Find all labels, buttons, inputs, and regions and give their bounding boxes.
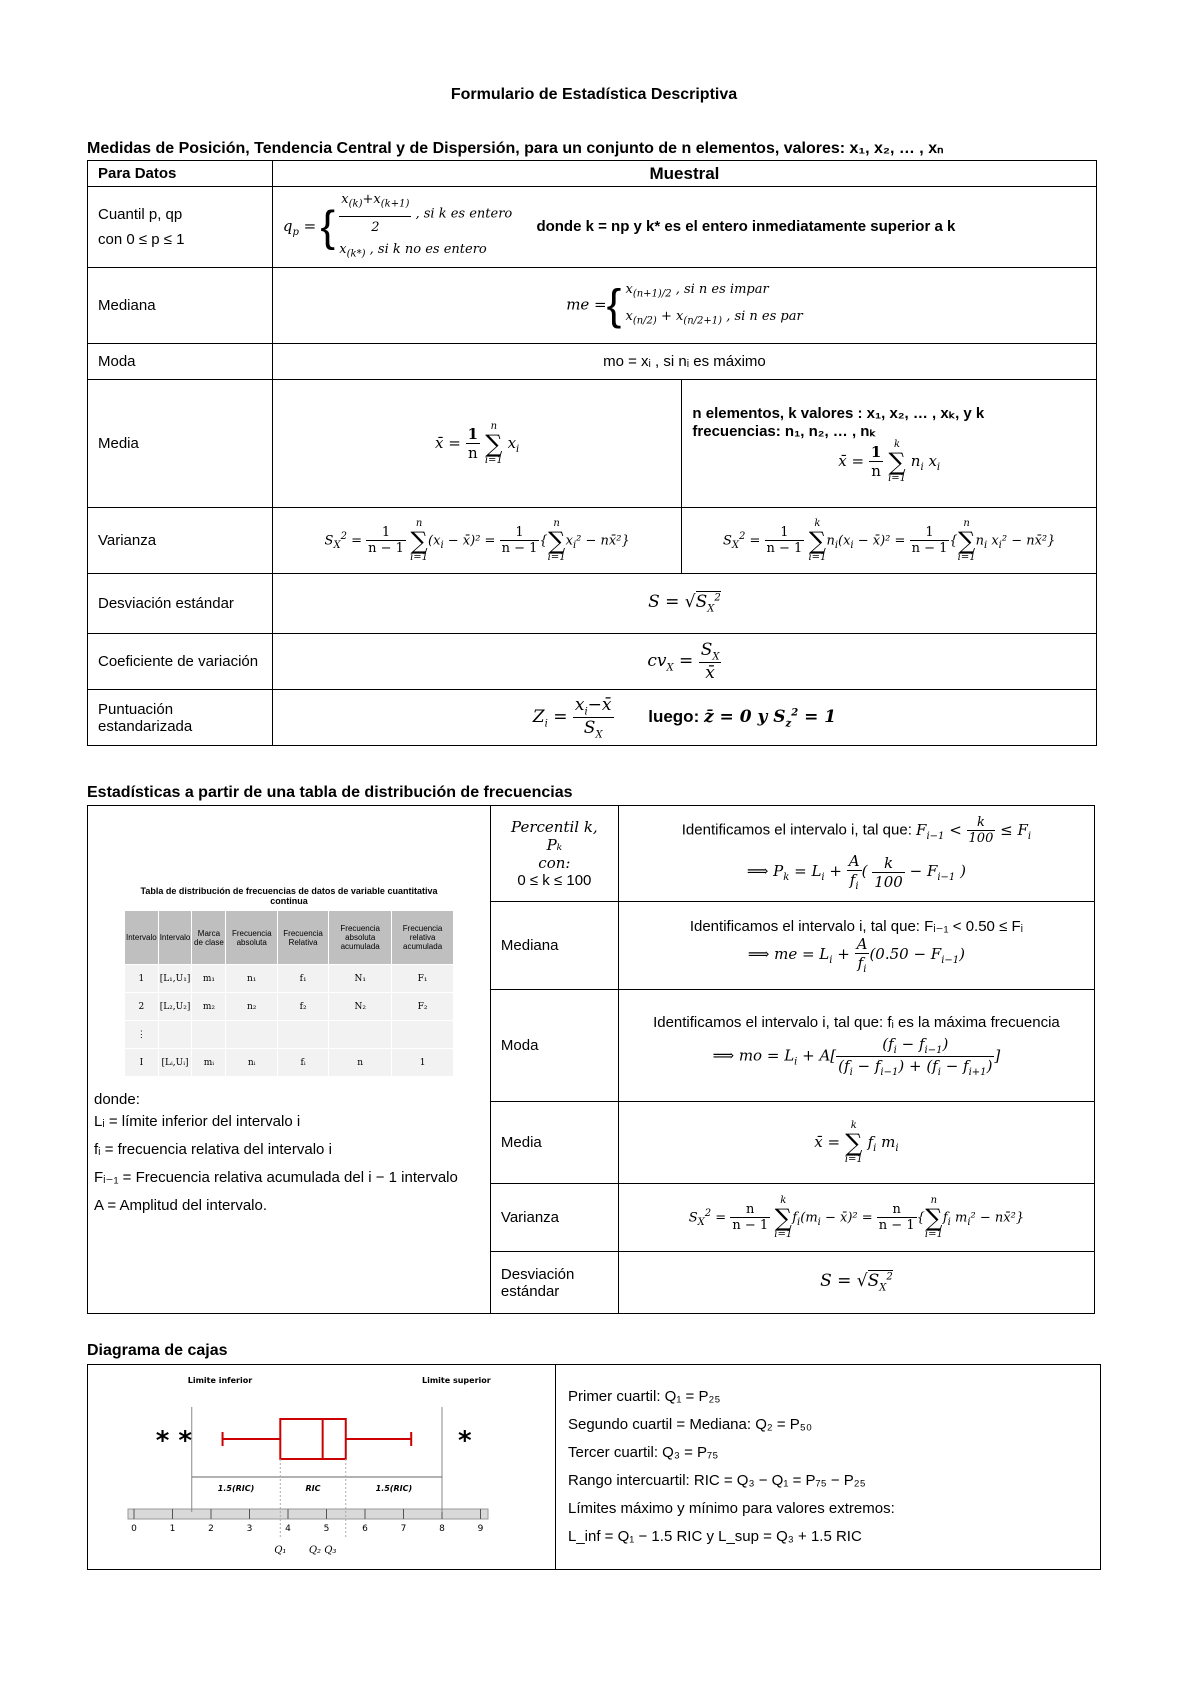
quartile-definitions (555, 1365, 1100, 1570)
measures-table (87, 160, 1097, 746)
image-table-cell: [Lᵢ,Uᵢ] (158, 1049, 192, 1077)
q1-label: Q₁ (274, 1545, 287, 1556)
axis-tick-label: 0 (131, 1524, 137, 1534)
formula-varianza-grouped: $S_X^2$ = $\frac{1}{n - 1}$ k ∑ i=1 $n_i(x_i$ − x̄)² = $\frac{1}{n - 1}$ { n ∑ i=1 $n_i$ $x_i^2$ − nx̄²} (682, 508, 1097, 574)
label-desviacion: Desviación estándar (88, 574, 273, 634)
section1-heading: Medidas de Posición, Tendencia Central y de Dispersión, para un conjunto de n elementos, valores: x₁, x₂, … , xₙ (87, 140, 944, 157)
section3-heading: Diagrama de cajas (87, 1342, 228, 1359)
image-table-cell: 1 (392, 1049, 454, 1077)
image-table-cell: nᵢ (226, 1049, 278, 1077)
limite-superior-label: Limite superior (422, 1376, 491, 1385)
label-cuantil (88, 187, 273, 268)
cuantil-note: donde k = np y k* es el entero inmediatamente superior a k (536, 218, 956, 236)
image-table-header: Intervalo (158, 911, 192, 965)
formula-percentil: Identificamos el intervalo i, tal que: $F_{i-1}$ < $\frac{k}{100}$ ≤ $F_i$ ⟹ $P_k = L_i$ + $\frac{A}{f_i}$ ( $\frac{k}{100}$ − $F_{i-1}$ ) (618, 806, 1094, 902)
image-table-cell: n₂ (226, 993, 278, 1021)
image-table-cell (278, 1021, 329, 1049)
formula-coeficiente: $cv_X$ = $\frac{S_X}{x̄}$ (272, 634, 1096, 690)
formula-moda2: Identificamos el intervalo i, tal que: fᵢ es la máxima frecuencia ⟹ mo = $L_i + A$[ $\frac{(f_i - f_{i-1})}{(f_i - f_{i-1}) + (f_i - f_{i+1})}$ ] (618, 990, 1094, 1102)
limite-inferior-label: Limite inferior (187, 1376, 253, 1385)
image-table-cell: 1 (125, 965, 159, 993)
label-cuantil-line2: con 0 ≤ p ≤ 1 (98, 231, 185, 249)
image-table-row (125, 993, 454, 1021)
span-label: 1.5(RIC) (217, 1484, 255, 1493)
cuantil-case2: , si k no es entero (369, 241, 487, 257)
image-table-caption: Tabla de distribución de frecuencias de datos de variable cuantitativa continua (140, 886, 438, 906)
media-grouped-text1: n elementos, k valores : x₁, x₂, … , xₖ, y k (692, 404, 985, 422)
section2-heading: Estadísticas a partir de una tabla de distribución de frecuencias (87, 784, 573, 801)
image-table-cell: F₂ (392, 993, 454, 1021)
image-table (124, 886, 454, 1077)
formula-media-grouped: n elementos, k valores : x₁, x₂, … , xₖ, y k frecuencias: n₁, n₂, … , nₖ x̄ = $\frac{1}{n}$ k ∑ i=1 $n_i$ $x_i$ (682, 380, 1097, 508)
axis-tick-label: 2 (208, 1524, 214, 1534)
percentil-line2: con: (538, 854, 571, 872)
label-varianza2: Varianza (490, 1184, 618, 1252)
axis-tick-label: 7 (400, 1524, 407, 1534)
quartile-line: Tercer cuartil: Q₃ = P₇₅ (567, 1444, 719, 1461)
label-coeficiente: Coeficiente de variación (88, 634, 273, 690)
span-label: RIC (305, 1484, 321, 1493)
axis-tick-label: 1 (169, 1524, 176, 1534)
box (280, 1419, 345, 1459)
image-table-cell: ⋮ (125, 1021, 159, 1049)
image-table-cell: m₂ (192, 993, 226, 1021)
image-table-row (125, 965, 454, 993)
axis-tick-label: 8 (439, 1524, 445, 1534)
image-table-row (125, 1021, 454, 1049)
media-grouped-text2: frecuencias: n₁, n₂, … , nₖ (692, 422, 876, 440)
image-table-cell: F₁ (392, 965, 454, 993)
label-moda2: Moda (490, 990, 618, 1102)
definition-item: Lᵢ = límite inferior del intervalo i (94, 1113, 301, 1130)
axis-tick-label: 3 (246, 1524, 253, 1534)
formula-puntuacion: $Z_i$ = $\frac{x_i-x̄}{S_X}$ luego: z̄ = 0 y $S_z^2 = 1$ (272, 690, 1096, 746)
image-table-cell: [L₁,U₁] (158, 965, 192, 993)
quartile-line: Segundo cuartil = Mediana: Q₂ = P₅₀ (567, 1416, 813, 1433)
axis-bar (128, 1509, 488, 1519)
image-table-cell: N₁ (329, 965, 392, 993)
outlier-left: * * (155, 1426, 192, 1456)
mediana-case2: , si n es par (726, 308, 803, 324)
span-label: 1.5(RIC) (375, 1484, 413, 1493)
label-desviacion2: Desviación estándar (490, 1252, 618, 1314)
percentil-line1: Percentil k, Pₖ (511, 818, 598, 854)
page-title: Formulario de Estadística Descriptiva (450, 86, 738, 103)
percentil-text: Identificamos el intervalo i, tal que: (681, 821, 912, 839)
image-table-grid (124, 910, 454, 1077)
frequency-table (87, 805, 1095, 1314)
image-table-cell (226, 1021, 278, 1049)
formula-media: x̄ = $\frac{1}{n}$ n ∑ i=1 $x_i$ (272, 380, 682, 508)
left-panel (88, 806, 491, 1314)
col-header-right: Muestral (272, 161, 1096, 187)
axis-tick-label: 9 (477, 1524, 484, 1534)
formula-varianza: $S_X^2$ = $\frac{1}{n - 1}$ n ∑ i=1 ($x_i$ − x̄)² = $\frac{1}{n - 1}$ { n ∑ i=1 $x_i^2$ − nx̄²} (272, 508, 682, 574)
definition-item: A = Amplitud del intervalo. (94, 1197, 268, 1214)
outlier-right: * (458, 1426, 472, 1456)
boxplot-table (87, 1364, 1101, 1570)
moda2-text: Identificamos el intervalo i, tal que: fᵢ es la máxima frecuencia (653, 1013, 1060, 1031)
image-table-cell: fᵢ (278, 1049, 329, 1077)
image-table-cell (192, 1021, 226, 1049)
image-table-row (125, 1049, 454, 1077)
image-table-cell: n (329, 1049, 392, 1077)
label-moda: Moda (88, 344, 273, 380)
label-mediana2: Mediana (490, 902, 618, 990)
image-table-header: Frecuencia absoluta acumulada (329, 911, 392, 965)
formula-varianza2: $S_X^2$ = $\frac{n}{n - 1}$ k ∑ i=1 $f_i(m_i$ − x̄)² = $\frac{n}{n - 1}$ { n ∑ i=1 $f_i$ $m_i^2$ − nx̄²} (618, 1184, 1094, 1252)
image-table-cell: n₁ (226, 965, 278, 993)
label-percentil (490, 806, 618, 902)
label-mediana: Mediana (88, 268, 273, 344)
cuantil-case1: , si k es entero (415, 206, 513, 222)
axis-tick-label: 5 (323, 1524, 330, 1534)
label-cuantil-line1: Cuantil p, qp (98, 206, 183, 224)
image-table-header: Marca de clase (192, 911, 226, 965)
definitions-list (94, 1108, 486, 1220)
formula-mediana2: Identificamos el intervalo i, tal que: Fᵢ₋₁ < 0.50 ≤ Fᵢ ⟹ me = $L_i$ + $\frac{A}{f_i}$ $(0.50 - F_{i-1})$ (618, 902, 1094, 990)
formula-desviacion: $S = √S_X^2$ (272, 574, 1096, 634)
image-table-cell (329, 1021, 392, 1049)
axis-tick-label: 4 (285, 1524, 291, 1534)
q2q3-label: Q₂ Q₃ (308, 1545, 337, 1556)
image-table-header: Frecuencia Relativa (278, 911, 329, 965)
label-puntuacion: Puntuación estandarizada (88, 690, 273, 746)
formula-media2: x̄ = k ∑ i=1 $f_i$ $m_i$ (618, 1102, 1094, 1184)
label-media: Media (88, 380, 273, 508)
mediana-case1: , si n es impar (675, 282, 769, 298)
image-table-cell: mᵢ (192, 1049, 226, 1077)
formula-desviacion2: $S = √S_X^2$ (618, 1252, 1094, 1314)
image-table-cell: m₁ (192, 965, 226, 993)
quartile-line: Primer cuartil: Q₁ = P₂₅ (567, 1388, 721, 1405)
boxplot-figure (88, 1367, 554, 1563)
image-table-cell: I (125, 1049, 159, 1077)
image-table-cell: f₁ (278, 965, 329, 993)
mediana2-text: Identificamos el intervalo i, tal que: Fᵢ₋₁ < 0.50 ≤ Fᵢ (689, 917, 1023, 935)
image-table-cell (158, 1021, 192, 1049)
formula-mediana: me ={ $x_{(n+1)/2}$ , si n es impar $x_{(n/2)} + x_{(n/2+1)}$ , si n es par (272, 268, 1096, 344)
label-media2: Media (490, 1102, 618, 1184)
axis-tick-label: 6 (362, 1524, 368, 1534)
image-table-header: Frecuencia relativa acumulada (392, 911, 454, 965)
definition-item: Fᵢ₋₁ = Frecuencia relativa acumulada del i − 1 intervalo (94, 1169, 458, 1186)
image-table-cell: 2 (125, 993, 159, 1021)
puntuacion-luego: luego: (648, 707, 700, 727)
image-table-cell: f₂ (278, 993, 329, 1021)
quartile-line: L_inf = Q₁ − 1.5 RIC y L_sup = Q₃ + 1.5 RIC (567, 1528, 862, 1545)
quartile-line: Rango intercuartil: RIC = Q₃ − Q₁ = P₇₅ − P₂₅ (567, 1472, 866, 1489)
image-table-cell: [L₂,U₂] (158, 993, 192, 1021)
label-varianza: Varianza (88, 508, 273, 574)
definition-item: fᵢ = frecuencia relativa del intervalo i (94, 1141, 332, 1158)
formula-moda: mo = xᵢ , si nᵢ es máximo (272, 344, 1096, 380)
image-table-header: Frecuencia absoluta (226, 911, 278, 965)
col-header-left: Para Datos (88, 161, 273, 187)
formula-cuantil: $q_p$ = { $\frac{x_{(k)}+x_{(k+1)}}{2}$ , si k es entero $x_{(k*)}$ , si k no es entero donde k = np y k* es el entero inmediatamente superior a k (272, 187, 1096, 268)
donde-label: donde: (94, 1091, 140, 1108)
percentil-line3: 0 ≤ k ≤ 100 (517, 872, 592, 889)
boxplot-panel (88, 1365, 556, 1570)
image-table-cell (392, 1021, 454, 1049)
image-table-header: Intervalo (125, 911, 159, 965)
quartile-line: Límites máximo y mínimo para valores extremos: (567, 1500, 895, 1517)
image-table-cell: N₂ (329, 993, 392, 1021)
